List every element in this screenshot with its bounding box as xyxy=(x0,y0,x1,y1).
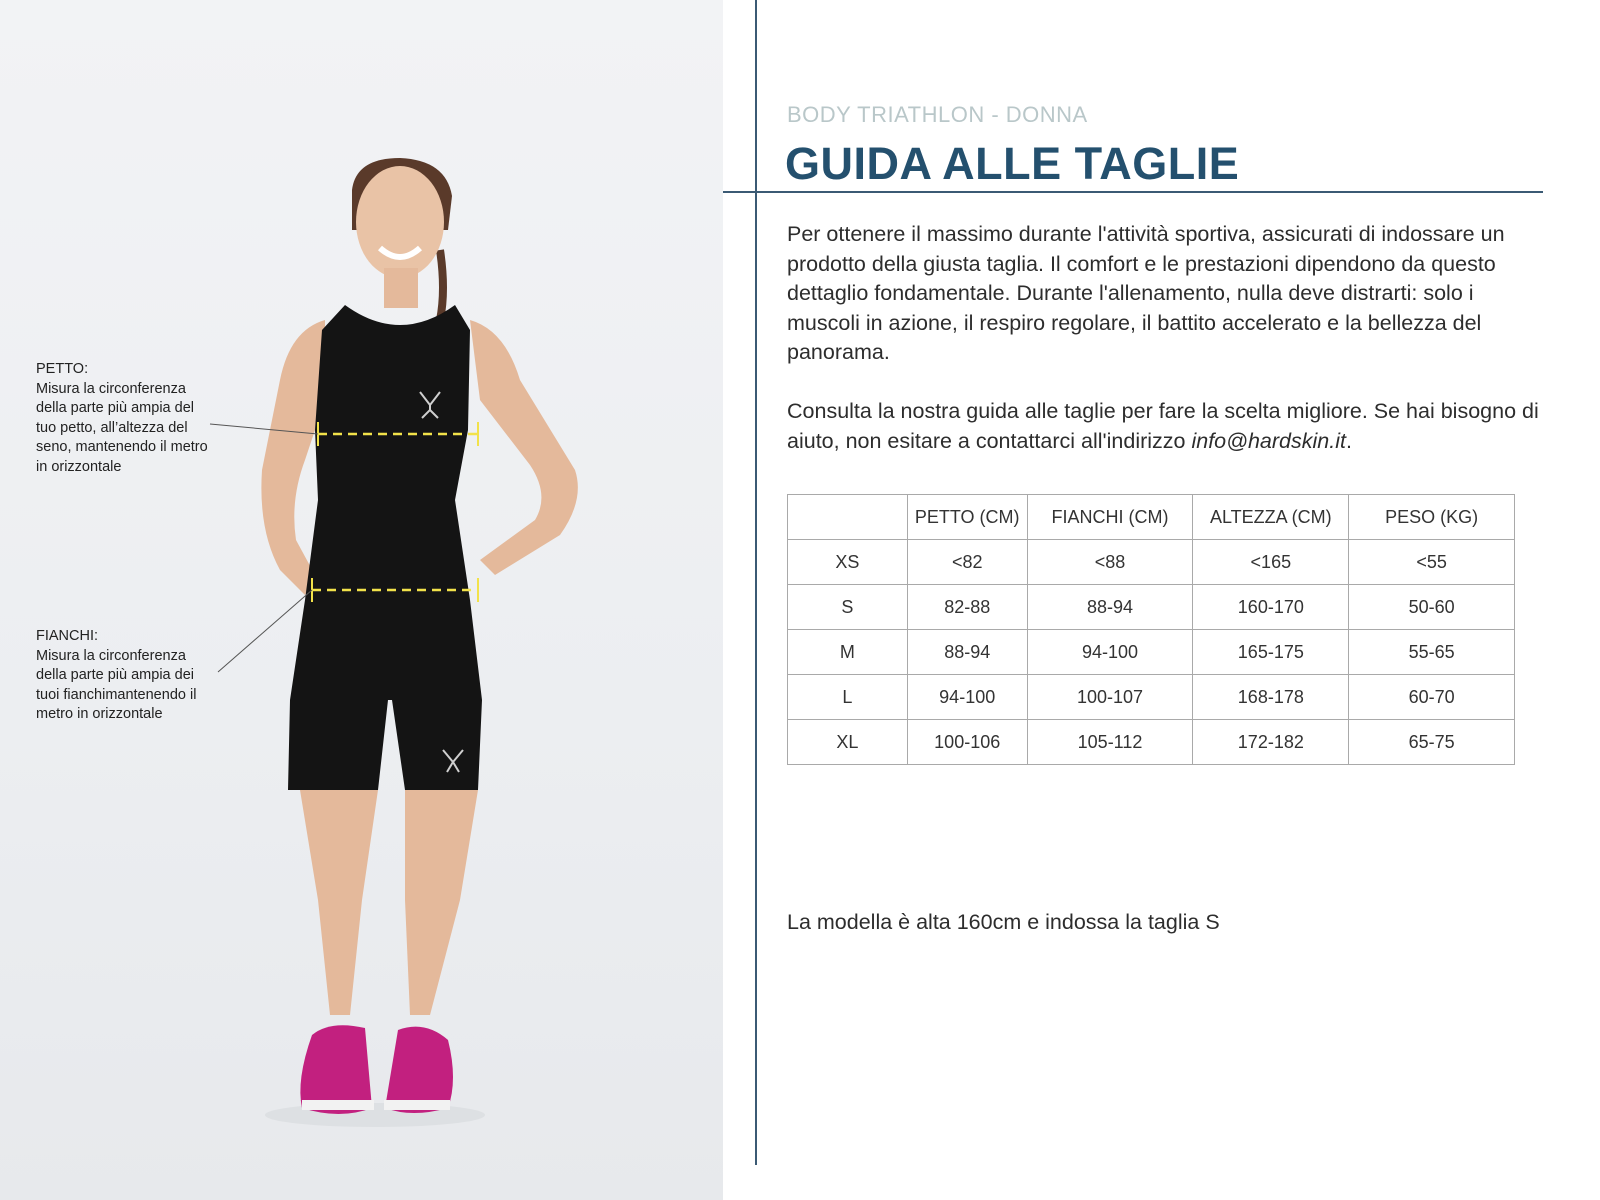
table-header-cell: PESO (KG) xyxy=(1349,495,1515,540)
table-row xyxy=(788,630,1515,675)
size-label-cell: XS xyxy=(788,540,908,585)
table-header-cell: ALTEZZA (CM) xyxy=(1193,495,1349,540)
page-subtitle: BODY TRIATHLON - DONNA xyxy=(787,102,1088,127)
size-label-cell: XL xyxy=(788,720,908,765)
table-row xyxy=(788,585,1515,630)
table-cell: <55 xyxy=(1349,540,1515,585)
model-photo-panel xyxy=(0,0,723,1200)
table-row xyxy=(788,675,1515,720)
table-row xyxy=(788,540,1515,585)
petto-note-text: Misura la circonferenza della parte più ampia del tuo petto, all’altezza del seno, mantenendo il metro in orizzontale xyxy=(36,380,208,475)
table-header-cell xyxy=(788,495,908,540)
table-cell: <82 xyxy=(907,540,1027,585)
petto-note xyxy=(36,360,218,477)
consult-text: Consulta la nostra guida alle taglie per fare la scelta migliore. Se hai bisogno di aiuto, non esitare a contattarci all'indirizzo xyxy=(787,399,1539,453)
table-cell: 88-94 xyxy=(1027,585,1193,630)
size-label-cell: M xyxy=(788,630,908,675)
model-size-note: La modella è alta 160cm e indossa la taglia S xyxy=(787,910,1220,934)
table-header-cell: PETTO (CM) xyxy=(907,495,1027,540)
page-title: GUIDA ALLE TAGLIE xyxy=(785,138,1240,189)
fianchi-note xyxy=(36,627,218,725)
table-cell: 50-60 xyxy=(1349,585,1515,630)
table-cell: 100-107 xyxy=(1027,675,1193,720)
table-cell: 172-182 xyxy=(1193,720,1349,765)
model-illustration xyxy=(0,0,723,1200)
table-cell: 160-170 xyxy=(1193,585,1349,630)
vertical-divider xyxy=(755,0,757,1165)
size-label-cell: S xyxy=(788,585,908,630)
table-header-cell: FIANCHI (CM) xyxy=(1027,495,1193,540)
intro-paragraph: Per ottenere il massimo durante l'attività sportiva, assicurati di indossare un prodotto della giusta taglia. Il comfort e le prestazioni dipendono da questo dettaglio fondamentale. Durante l'allenamento, nulla deve distrarti: solo i muscoli in azione, il respiro regolare, il battito accelerato e la bellezza del panorama. xyxy=(787,222,1505,364)
contact-email-link[interactable]: info@hardskin.it xyxy=(1191,428,1346,453)
table-cell: 105-112 xyxy=(1027,720,1193,765)
table-cell: 100-106 xyxy=(907,720,1027,765)
table-cell: <165 xyxy=(1193,540,1349,585)
size-table xyxy=(787,494,1515,765)
size-label-cell: L xyxy=(788,675,908,720)
fianchi-note-title: FIANCHI: xyxy=(36,628,99,644)
table-cell: 168-178 xyxy=(1193,675,1349,720)
table-cell: <88 xyxy=(1027,540,1193,585)
consult-paragraph xyxy=(787,397,1547,456)
consult-end: . xyxy=(1345,428,1352,453)
table-cell: 65-75 xyxy=(1349,720,1515,765)
petto-note-title: PETTO: xyxy=(36,361,89,377)
table-cell: 60-70 xyxy=(1349,675,1515,720)
horizontal-divider xyxy=(723,191,1543,193)
table-cell: 94-100 xyxy=(907,675,1027,720)
fianchi-note-text: Misura la circonferenza della parte più ampia dei tuoi fianchimantenendo il metro in orizzontale xyxy=(36,647,197,722)
table-header-row xyxy=(788,495,1515,540)
table-cell: 94-100 xyxy=(1027,630,1193,675)
table-cell: 55-65 xyxy=(1349,630,1515,675)
table-cell: 165-175 xyxy=(1193,630,1349,675)
table-cell: 88-94 xyxy=(907,630,1027,675)
table-row xyxy=(788,720,1515,765)
table-cell: 82-88 xyxy=(907,585,1027,630)
